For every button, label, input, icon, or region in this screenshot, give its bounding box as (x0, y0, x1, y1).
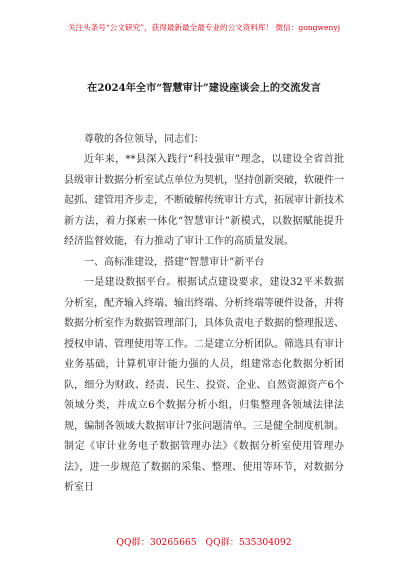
footer-contact (0, 536, 408, 550)
footer-qq-group-1: QQ群：30265665 (116, 537, 197, 548)
footer-qq-group-2: QQ群：535304092 (205, 537, 292, 548)
section-heading: 一、高标准建设，搭建“智慧审计”新平台 (84, 256, 265, 268)
salutation: 尊敬的各位领导，同志们： (84, 134, 204, 145)
intro-paragraph: 近年来，**县深入践行“科技强审”理念，以建设全省首批县级审计数据分析室试点单位为契机，坚持创新突破，软硬件一起抓、建管用齐步走，不断破解传统审计方式，拓展审计新技术新方法，着力探索一体化“智慧审计”新模式，以数据赋能提升经济监督效能，有力推动了审计工作的高质量发展。 (64, 154, 344, 247)
header-banner: 关注头条号“公文研究”，获得最新最全最专业的公文资料库！ 微信：gongwenyj (67, 23, 341, 32)
document-title: 在2024年全市“智慧审计”建设座谈会上的交流发言 (87, 82, 321, 94)
section-paragraph: 一是建设数据平台。根据试点建设要求，建设32平米数据分析室，配齐输入终端、输出终端、分析终端等硬件设备，并将数据分析室作为数据管理部门，具体负责电子数据的整理报送、授权申请、管理使用等工作。二是建立分析团队。筛选具有审计业务基础，计算机审计能力强的人员，组建常态化数据分析团队，细分为财政、经责、民生、投资、企业、自然资源资产6个领域分类，并成立6个数据分析小组，归集整理各领域法律法规，编制各领域大数据审计7张问题清单。三是健全制度机制。制定《审计业务电子数据管理办法》《数据分析室使用管理办法》，进一步规范了数据的采集、整理、使用等环节，对数据分析室日 (64, 277, 344, 493)
